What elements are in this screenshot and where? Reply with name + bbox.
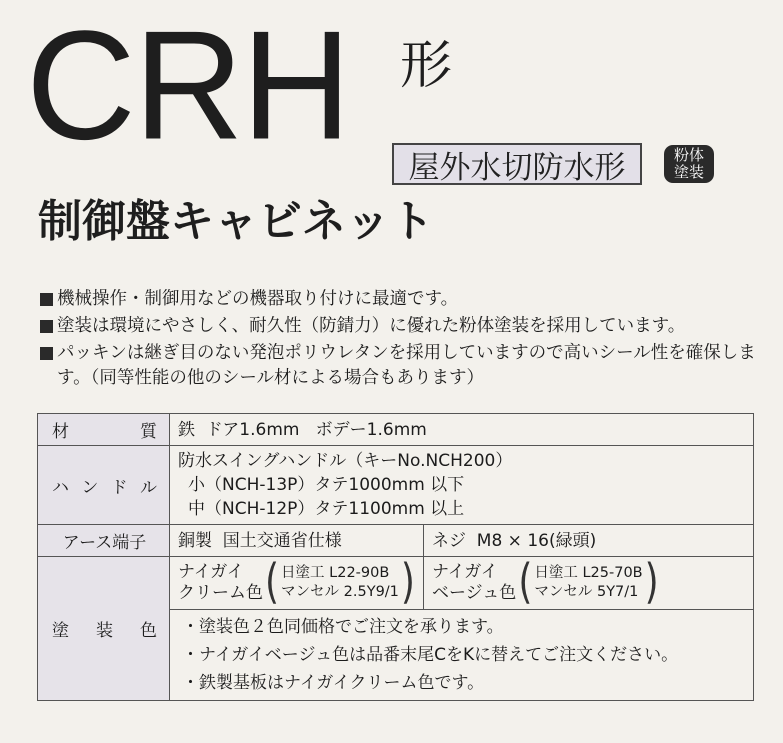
spec-label: 質 <box>140 422 157 442</box>
spec-row-material <box>38 414 754 446</box>
square-bullet-icon <box>40 293 53 306</box>
color-code-line: マンセル 5Y7/1 <box>534 584 639 600</box>
color-name-line: ベージュ色 <box>431 583 517 603</box>
square-bullet-icon <box>40 347 53 360</box>
spec-label: 装 <box>96 621 113 641</box>
square-bullet-icon <box>40 320 53 333</box>
spec-row-earth <box>38 525 754 557</box>
material-value: 鉄 ドア1.6mm ボデー1.6mm <box>170 414 754 446</box>
model-title: CRH <box>26 0 350 173</box>
handle-value <box>170 446 754 525</box>
badge-line-2: 塗装 <box>673 163 704 181</box>
feature-text: パッキンは継ぎ目のない発泡ポリウレタンを採用していますので高いシール性を確保します。（同等性能の他のシール材による場合もあります） <box>57 343 756 388</box>
badge-line-1: 粉体 <box>673 146 704 164</box>
handle-line: 小（NCH-13P）タテ1000mm 以下 <box>188 475 465 495</box>
color-codes <box>281 564 399 602</box>
handle-line: 防水スイングハンドル（キーNo.NCH200） <box>178 451 513 471</box>
coating-color-beige <box>423 557 753 610</box>
feature-text: 機械操作・制御用などの機器取り付けに最適です。 <box>57 289 459 309</box>
handle-line: 中（NCH-12P）タテ1100mm 以上 <box>188 499 465 519</box>
color-name-line: クリーム色 <box>178 583 263 603</box>
color-codes <box>534 564 642 602</box>
feature-item <box>40 314 780 341</box>
earth-material: 銅製 国土交通省仕様 <box>170 525 424 557</box>
model-suffix: 形 <box>400 36 453 96</box>
powder-coating-badge <box>664 145 714 183</box>
spec-label: 色 <box>140 621 157 641</box>
color-name <box>178 562 263 604</box>
color-name <box>432 562 516 604</box>
spec-table <box>37 413 754 701</box>
feature-text: 塗装は環境にやさしく、耐久性（防錆力）に優れた粉体塗装を採用しています。 <box>57 316 686 336</box>
earth-screw: ネジ M8 × 16(緑頭) <box>423 525 753 557</box>
paren-close-icon: ) <box>400 555 415 609</box>
color-code-line: マンセル 2.5Y9/1 <box>281 584 399 600</box>
spec-label: 材 <box>52 422 69 442</box>
paren-open-icon: ( <box>518 555 533 609</box>
spec-row-coating <box>38 557 754 610</box>
color-code-line: 日塗工 L22-90B <box>281 565 390 581</box>
spec-row-handle <box>38 446 754 525</box>
feature-item <box>40 287 780 314</box>
coating-note: ・鉄製基板はナイガイクリーム色です。 <box>182 673 485 693</box>
color-code-line: 日塗工 L25-70B <box>534 565 643 581</box>
spec-label: ン <box>81 477 99 498</box>
feature-list <box>40 287 780 391</box>
coating-color-cream <box>170 557 424 610</box>
coating-note: ・ナイガイベージュ色は品番末尾CをKに替えてご注文ください。 <box>182 645 679 665</box>
paren-open-icon: ( <box>265 555 280 609</box>
color-name-line: ナイガイ <box>431 562 498 582</box>
spec-label: アース端子 <box>62 533 147 553</box>
spec-label: ド <box>110 477 128 498</box>
paren-close-icon: ) <box>644 555 659 609</box>
coating-notes <box>170 610 754 701</box>
subtype-label: 屋外水切防水形 <box>392 143 642 185</box>
product-name: 制御盤キャビネット <box>38 196 434 247</box>
feature-item <box>40 341 780 391</box>
spec-label: ハ <box>52 477 69 498</box>
spec-label: ル <box>139 477 157 498</box>
coating-note: ・塗装色２色同価格でご注文を承ります。 <box>182 617 504 637</box>
color-name-line: ナイガイ <box>178 562 244 582</box>
spec-label: 塗 <box>52 621 69 641</box>
